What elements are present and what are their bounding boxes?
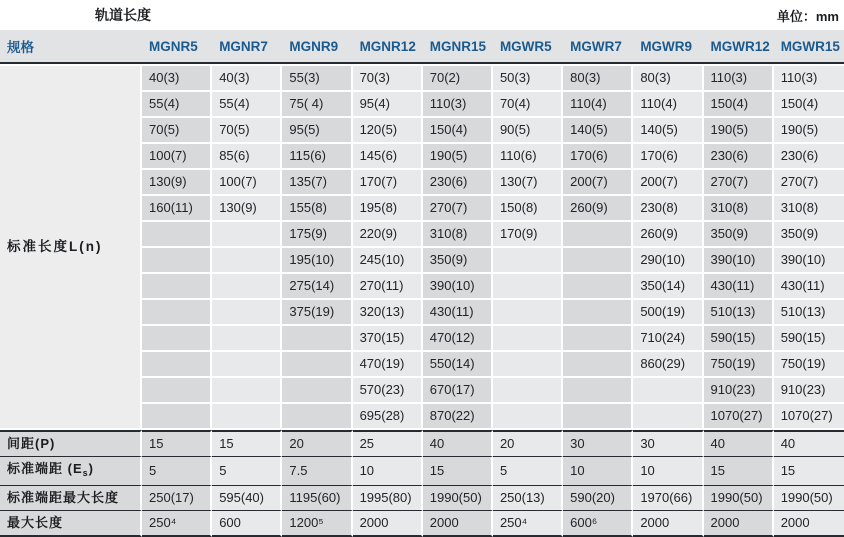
cell-MGWR7 (563, 326, 633, 352)
cell-MGNR15: 350(9) (423, 248, 493, 274)
cell-MGNR5: 70(5) (142, 118, 212, 144)
cell-MGWR15: 750(19) (774, 352, 844, 378)
cell-MGWR7 (563, 352, 633, 378)
cell-MGNR9: 135(7) (282, 170, 352, 196)
cell-MGNR12: 270(11) (353, 274, 423, 300)
cell-MGWR5 (493, 378, 563, 404)
row-label-standard-end-distance-max-length (0, 486, 142, 511)
cell-MGWR7 (563, 378, 633, 404)
cell-MGNR15: 1990(50) (423, 486, 493, 511)
cell-MGNR5 (142, 326, 212, 352)
cell-MGWR9: 110(4) (633, 92, 703, 118)
cell-MGNR12: 1995(80) (353, 486, 423, 511)
cell-MGNR5 (142, 274, 212, 300)
cell-MGNR15: 430(11) (423, 300, 493, 326)
cell-MGWR7: 10 (563, 457, 633, 486)
row-label-max-length (0, 511, 142, 537)
cell-MGNR9: 155(8) (282, 196, 352, 222)
cell-MGWR7 (563, 404, 633, 430)
cell-MGWR5 (493, 300, 563, 326)
row-label-segment: 间距(P) (7, 436, 56, 451)
cell-MGWR9: 10 (633, 457, 703, 486)
cell-MGNR15: 670(17) (423, 378, 493, 404)
cell-MGNR7: 100(7) (212, 170, 282, 196)
cell-MGNR12: 120(5) (353, 118, 423, 144)
cell-MGNR12: 320(13) (353, 300, 423, 326)
cell-MGNR9: 275(14) (282, 274, 352, 300)
cell-MGNR9 (282, 326, 352, 352)
cell-MGWR9: 140(5) (633, 118, 703, 144)
cell-MGNR15: 40 (423, 430, 493, 457)
cell-MGWR9: 230(8) (633, 196, 703, 222)
row-label-segment: 最大长度 (7, 515, 64, 530)
cell-MGWR9 (633, 404, 703, 430)
cell-MGNR12: 170(7) (353, 170, 423, 196)
column-header-MGWR5: MGWR5 (493, 30, 563, 64)
cell-MGWR15: 15 (774, 457, 844, 486)
cell-MGNR12: 370(15) (353, 326, 423, 352)
cell-MGNR7 (212, 248, 282, 274)
spec-header: 规格 (0, 30, 142, 64)
cell-MGWR12: 270(7) (704, 170, 774, 196)
column-header-MGNR15: MGNR15 (423, 30, 493, 64)
cell-MGNR12: 470(19) (353, 352, 423, 378)
cell-MGNR15: 150(4) (423, 118, 493, 144)
cell-MGWR9: 350(14) (633, 274, 703, 300)
cell-MGWR15: 110(3) (774, 64, 844, 92)
cell-MGNR5: 130(9) (142, 170, 212, 196)
cell-MGNR15: 230(6) (423, 170, 493, 196)
cell-MGWR5: 250⁴ (493, 511, 563, 537)
cell-MGNR5: 250⁴ (142, 511, 212, 537)
row-label-segment: s (82, 468, 89, 478)
cell-MGWR5: 70(4) (493, 92, 563, 118)
cell-MGWR7 (563, 222, 633, 248)
cell-MGWR15: 390(10) (774, 248, 844, 274)
cell-MGWR9: 860(29) (633, 352, 703, 378)
cell-MGNR12: 95(4) (353, 92, 423, 118)
cell-MGNR12: 25 (353, 430, 423, 457)
column-header-MGNR9: MGNR9 (282, 30, 352, 64)
cell-MGWR9: 1970(66) (633, 486, 703, 511)
cell-MGWR12: 150(4) (704, 92, 774, 118)
cell-MGNR9: 7.5 (282, 457, 352, 486)
cell-MGNR15: 70(2) (423, 64, 493, 92)
cell-MGWR5 (493, 352, 563, 378)
cell-MGWR9 (633, 378, 703, 404)
cell-MGNR15: 310(8) (423, 222, 493, 248)
cell-MGWR15: 590(15) (774, 326, 844, 352)
cell-MGNR15: 470(12) (423, 326, 493, 352)
cell-MGNR12: 2000 (353, 511, 423, 537)
cell-MGNR15: 390(10) (423, 274, 493, 300)
column-header-MGNR12: MGNR12 (353, 30, 423, 64)
cell-MGNR7: 55(4) (212, 92, 282, 118)
cell-MGNR7 (212, 378, 282, 404)
cell-MGWR5: 130(7) (493, 170, 563, 196)
cell-MGWR7: 260(9) (563, 196, 633, 222)
cell-MGNR12: 220(9) (353, 222, 423, 248)
cell-MGWR9: 30 (633, 430, 703, 457)
cell-MGNR5: 15 (142, 430, 212, 457)
cell-MGNR5: 55(4) (142, 92, 212, 118)
cell-MGNR5 (142, 248, 212, 274)
cell-MGNR9: 115(6) (282, 144, 352, 170)
cell-MGWR15: 190(5) (774, 118, 844, 144)
cell-MGNR7 (212, 300, 282, 326)
cell-MGWR7 (563, 300, 633, 326)
cell-MGWR7: 30 (563, 430, 633, 457)
cell-MGWR7: 140(5) (563, 118, 633, 144)
cell-MGWR12: 1990(50) (704, 486, 774, 511)
cell-MGNR7: 130(9) (212, 196, 282, 222)
row-standard-end-distance (0, 457, 844, 486)
cell-MGNR12: 195(8) (353, 196, 423, 222)
cell-MGWR9: 2000 (633, 511, 703, 537)
header-row (0, 30, 844, 64)
cell-MGWR5 (493, 326, 563, 352)
row-label-segment: 标准端距 (E (7, 461, 83, 476)
row-max-length (0, 511, 844, 537)
cell-MGWR9: 80(3) (633, 64, 703, 92)
cell-MGNR9: 75( 4) (282, 92, 352, 118)
cell-MGWR12: 1070(27) (704, 404, 774, 430)
cell-MGWR5: 150(8) (493, 196, 563, 222)
cell-MGNR5: 40(3) (142, 64, 212, 92)
cell-MGWR12: 430(11) (704, 274, 774, 300)
cell-MGNR9: 1195(60) (282, 486, 352, 511)
cell-MGWR5 (493, 248, 563, 274)
row-pitch (0, 430, 844, 457)
standard-length-row (0, 64, 844, 92)
cell-MGWR5: 20 (493, 430, 563, 457)
unit-label: 单位：mm (776, 8, 839, 24)
cell-MGWR15: 1070(27) (774, 404, 844, 430)
cell-MGWR12: 510(13) (704, 300, 774, 326)
row-label-pitch (0, 430, 142, 457)
rail-length-table (0, 30, 844, 537)
cell-MGNR9: 55(3) (282, 64, 352, 92)
cell-MGWR12: 350(9) (704, 222, 774, 248)
cell-MGNR5 (142, 404, 212, 430)
standard-length-label: 标准长度L(n) (0, 64, 142, 430)
cell-MGWR5: 110(6) (493, 144, 563, 170)
cell-MGWR7 (563, 248, 633, 274)
row-label-standard-end-distance (0, 457, 142, 486)
cell-MGNR9 (282, 378, 352, 404)
cell-MGNR5: 250(17) (142, 486, 212, 511)
cell-MGWR7 (563, 274, 633, 300)
cell-MGNR5 (142, 222, 212, 248)
cell-MGWR12: 15 (704, 457, 774, 486)
cell-MGNR5: 160(11) (142, 196, 212, 222)
cell-MGWR9: 500(19) (633, 300, 703, 326)
cell-MGNR7: 85(6) (212, 144, 282, 170)
cell-MGNR9: 195(10) (282, 248, 352, 274)
cell-MGWR12: 310(8) (704, 196, 774, 222)
cell-MGWR5: 50(3) (493, 64, 563, 92)
cell-MGNR7: 5 (212, 457, 282, 486)
cell-MGWR12: 190(5) (704, 118, 774, 144)
cell-MGWR7: 80(3) (563, 64, 633, 92)
cell-MGNR7 (212, 352, 282, 378)
cell-MGNR7: 15 (212, 430, 282, 457)
cell-MGWR15: 270(7) (774, 170, 844, 196)
cell-MGNR12: 10 (353, 457, 423, 486)
cell-MGNR15: 15 (423, 457, 493, 486)
cell-MGWR5 (493, 274, 563, 300)
cell-MGWR7: 110(4) (563, 92, 633, 118)
cell-MGWR12: 230(6) (704, 144, 774, 170)
column-header-MGNR7: MGNR7 (212, 30, 282, 64)
cell-MGWR5: 90(5) (493, 118, 563, 144)
cell-MGWR5 (493, 404, 563, 430)
row-standard-end-distance-max-length (0, 486, 844, 511)
cell-MGNR12: 570(23) (353, 378, 423, 404)
column-header-MGWR12: MGWR12 (704, 30, 774, 64)
row-label-segment: 标准端距最大长度 (7, 490, 120, 505)
cell-MGWR7: 170(6) (563, 144, 633, 170)
cell-MGNR12: 145(6) (353, 144, 423, 170)
column-header-MGNR5: MGNR5 (142, 30, 212, 64)
cell-MGNR7 (212, 404, 282, 430)
column-header-MGWR9: MGWR9 (633, 30, 703, 64)
cell-MGNR9: 375(19) (282, 300, 352, 326)
cell-MGWR5: 5 (493, 457, 563, 486)
cell-MGNR15: 870(22) (423, 404, 493, 430)
cell-MGNR7: 40(3) (212, 64, 282, 92)
cell-MGWR12: 390(10) (704, 248, 774, 274)
cell-MGWR9: 290(10) (633, 248, 703, 274)
column-header-MGWR7: MGWR7 (563, 30, 633, 64)
cell-MGNR7 (212, 274, 282, 300)
cell-MGWR12: 2000 (704, 511, 774, 537)
cell-MGNR9: 20 (282, 430, 352, 457)
cell-MGWR12: 110(3) (704, 64, 774, 92)
cell-MGNR12: 695(28) (353, 404, 423, 430)
cell-MGWR15: 910(23) (774, 378, 844, 404)
cell-MGNR5: 100(7) (142, 144, 212, 170)
cell-MGNR5 (142, 378, 212, 404)
cell-MGWR15: 350(9) (774, 222, 844, 248)
cell-MGWR9: 260(9) (633, 222, 703, 248)
cell-MGNR15: 270(7) (423, 196, 493, 222)
cell-MGNR9: 175(9) (282, 222, 352, 248)
cell-MGNR15: 550(14) (423, 352, 493, 378)
cell-MGNR5 (142, 352, 212, 378)
cell-MGNR7: 70(5) (212, 118, 282, 144)
cell-MGNR12: 70(3) (353, 64, 423, 92)
cell-MGNR7: 595(40) (212, 486, 282, 511)
cell-MGNR7: 600 (212, 511, 282, 537)
row-label-segment: ) (88, 461, 94, 476)
cell-MGNR9: 1200⁵ (282, 511, 352, 537)
cell-MGWR15: 1990(50) (774, 486, 844, 511)
cell-MGWR9: 170(6) (633, 144, 703, 170)
cell-MGNR15: 2000 (423, 511, 493, 537)
cell-MGNR7 (212, 326, 282, 352)
cell-MGWR5: 250(13) (493, 486, 563, 511)
cell-MGWR15: 2000 (774, 511, 844, 537)
cell-MGWR7: 200(7) (563, 170, 633, 196)
cell-MGWR15: 310(8) (774, 196, 844, 222)
cell-MGNR15: 110(3) (423, 92, 493, 118)
column-header-MGWR15: MGWR15 (774, 30, 844, 64)
cell-MGWR5: 170(9) (493, 222, 563, 248)
cell-MGWR12: 910(23) (704, 378, 774, 404)
cell-MGNR5 (142, 300, 212, 326)
cell-MGWR15: 510(13) (774, 300, 844, 326)
cell-MGWR9: 200(7) (633, 170, 703, 196)
cell-MGWR12: 590(15) (704, 326, 774, 352)
cell-MGWR15: 150(4) (774, 92, 844, 118)
cell-MGWR7: 590(20) (563, 486, 633, 511)
cell-MGWR15: 40 (774, 430, 844, 457)
cell-MGNR9: 95(5) (282, 118, 352, 144)
cell-MGWR15: 230(6) (774, 144, 844, 170)
cell-MGNR9 (282, 352, 352, 378)
cell-MGNR7 (212, 222, 282, 248)
cell-MGWR7: 600⁶ (563, 511, 633, 537)
cell-MGNR15: 190(5) (423, 144, 493, 170)
cell-MGWR12: 750(19) (704, 352, 774, 378)
cell-MGWR9: 710(24) (633, 326, 703, 352)
title-bar (0, 0, 844, 30)
cell-MGWR12: 40 (704, 430, 774, 457)
page-title: 轨道长度 (95, 7, 151, 23)
cell-MGWR15: 430(11) (774, 274, 844, 300)
cell-MGNR5: 5 (142, 457, 212, 486)
cell-MGNR12: 245(10) (353, 248, 423, 274)
cell-MGNR9 (282, 404, 352, 430)
